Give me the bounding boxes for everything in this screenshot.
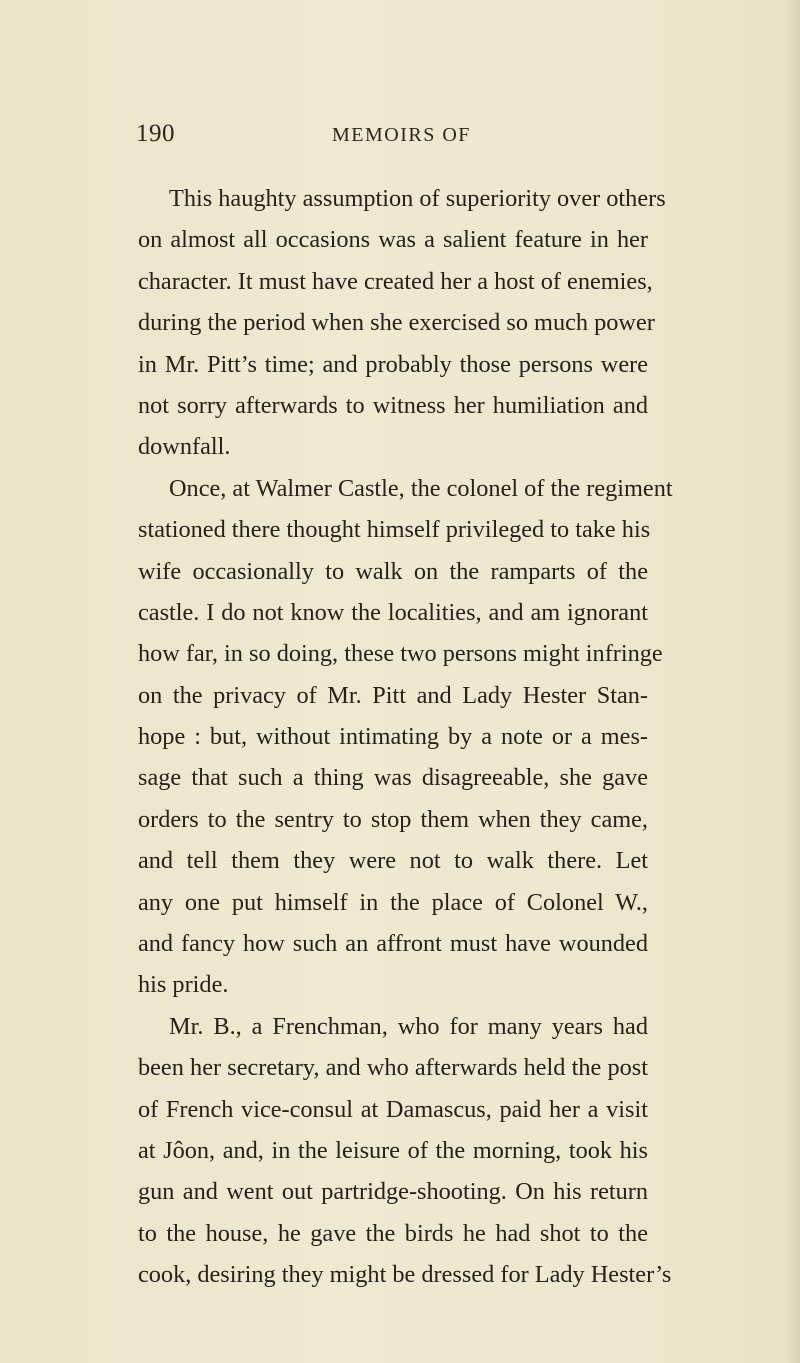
text-line: at Jôon, and, in the leisure of the morning, took his — [138, 1136, 648, 1164]
text-line: to the house, he gave the birds he had shot to the — [138, 1219, 648, 1247]
text-line: This haughty assumption of superiority over others — [169, 185, 666, 212]
text-line: and fancy how such an affront must have wounded — [138, 930, 648, 958]
text-line: any one put himself in the place of Colonel W., — [138, 888, 648, 916]
body-text — [138, 178, 673, 1296]
text-line: during the period when she exercised so much power — [138, 309, 655, 337]
text-line: not sorry afterwards to witness her humiliation and — [138, 391, 648, 419]
text-line: and tell them they were not to walk there. Let — [138, 847, 648, 875]
text-line: wife occasionally to walk on the ramparts of the — [138, 557, 648, 585]
text-line: on the privacy of Mr. Pitt and Lady Hester Stan- — [138, 681, 648, 709]
text-line: been her secretary, and who afterwards held the post — [138, 1054, 648, 1082]
text-line: in Mr. Pitt’s time; and probably those persons were — [138, 350, 648, 378]
text-line: on almost all occasions was a salient feature in her — [138, 226, 648, 254]
text-line: downfall. — [138, 433, 231, 461]
text-line: Mr. B., a Frenchman, who for many years had — [169, 1012, 648, 1040]
text-line: cook, desiring they might be dressed for Lady Hester’s — [138, 1261, 672, 1289]
page-header — [136, 120, 656, 156]
text-line: his pride. — [138, 971, 229, 999]
page-edge-shadow — [786, 0, 800, 1363]
text-line: character. It must have created her a host of enemies, — [138, 267, 653, 295]
text-line: sage that such a thing was disagreeable, she gave — [138, 764, 648, 792]
text-line: orders to the sentry to stop them when they came, — [138, 805, 648, 833]
page-number: 190 — [136, 120, 175, 147]
text-line: castle. I do not know the localities, and am ignorant — [138, 598, 648, 626]
text-line: stationed there thought himself privileged to take his — [138, 516, 651, 544]
text-line: how far, in so doing, these two persons might infringe — [138, 640, 663, 668]
running-head: MEMOIRS OF — [332, 124, 471, 146]
text-line: hope : but, without intimating by a note or a mes- — [138, 723, 648, 751]
text-line: Once, at Walmer Castle, the colonel of the regiment — [169, 474, 673, 502]
text-line: gun and went out partridge-shooting. On his return — [138, 1178, 648, 1206]
text-line: of French vice-consul at Damascus, paid her a visit — [138, 1095, 648, 1123]
